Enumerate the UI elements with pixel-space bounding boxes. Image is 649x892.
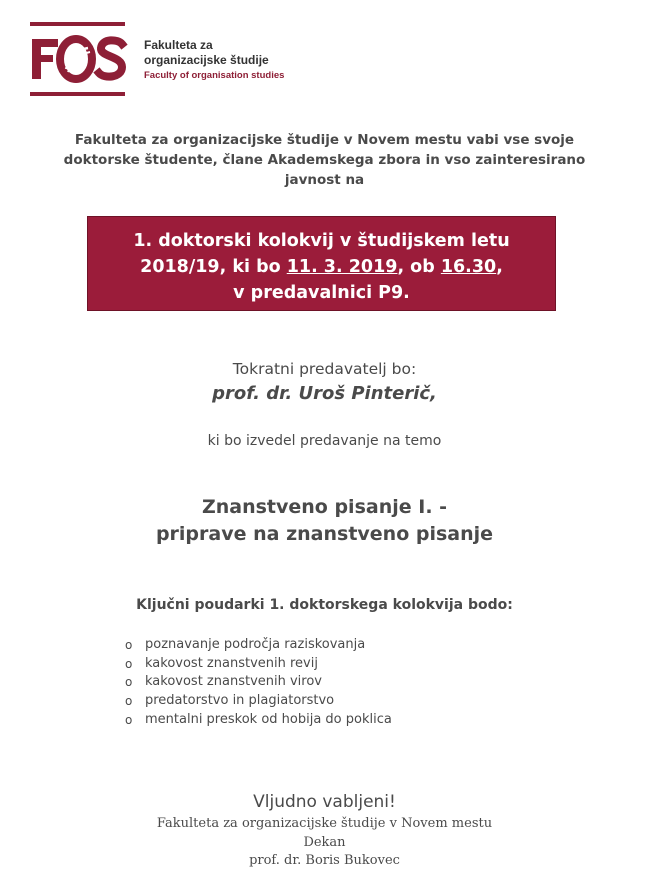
banner-line1: 1. doktorski kolokvij v študijskem letu bbox=[133, 231, 510, 251]
signature-role: Dekan bbox=[303, 834, 346, 850]
list-item bbox=[125, 711, 392, 730]
banner-text: , bbox=[496, 257, 503, 277]
event-date: 11. 3. 2019 bbox=[286, 257, 398, 277]
banner-text: , ob bbox=[397, 257, 441, 277]
list-item-text: poznavanje področja raziskovanja bbox=[145, 637, 366, 652]
bullet-icon: o bbox=[125, 712, 133, 727]
intro-line: Fakulteta za organizacijske študije v Novem mestu vabi vse svoje bbox=[74, 132, 575, 148]
list-item-text: predatorstvo in plagiatorstvo bbox=[145, 693, 335, 709]
list-item bbox=[125, 692, 392, 711]
faculty-name-english: Faculty of organisation studies bbox=[144, 70, 285, 81]
topic-intro: ki bo izvedel predavanje na temo bbox=[207, 433, 442, 449]
event-banner bbox=[87, 216, 556, 311]
banner-text: 2018/19, ki bo bbox=[140, 257, 287, 277]
lecturer-intro: Tokratni predavatelj bo: bbox=[232, 360, 417, 378]
signature-block bbox=[0, 815, 649, 871]
bullet-icon: o bbox=[125, 656, 133, 671]
fos-logo bbox=[30, 22, 128, 96]
list-item bbox=[125, 655, 392, 674]
bullet-icon: o bbox=[125, 675, 133, 690]
topic-line2: priprave na znanstveno pisanje bbox=[155, 523, 494, 545]
signature-name: prof. dr. Boris Bukovec bbox=[249, 853, 400, 868]
closing-greeting: Vljudno vabljeni! bbox=[253, 792, 396, 812]
topic-line1: Znanstveno pisanje I. - bbox=[201, 496, 448, 518]
list-item bbox=[125, 636, 392, 655]
faculty-name-line2: organizacijske študije bbox=[144, 53, 269, 67]
bullet-icon: o bbox=[125, 694, 133, 709]
intro-line: doktorske študente, člane Akademskega zbora in vso zainteresirano bbox=[63, 152, 586, 168]
key-points-list bbox=[125, 636, 392, 730]
key-points-title: Ključni poudarki 1. doktorskega kolokvija bodo: bbox=[136, 597, 513, 613]
lecture-topic bbox=[0, 494, 649, 548]
signature-org: Fakulteta za organizacijske študije v Novem mestu bbox=[156, 816, 493, 831]
list-item bbox=[125, 673, 392, 692]
intro-line: javnost na bbox=[284, 172, 365, 188]
banner-line2 bbox=[88, 254, 555, 280]
invitation-intro bbox=[50, 130, 599, 190]
list-item-text: kakovost znanstvenih virov bbox=[145, 674, 322, 690]
list-item-text: mentalni preskok od hobija do poklica bbox=[145, 711, 392, 727]
list-item-text: kakovost znanstvenih revij bbox=[145, 655, 318, 671]
banner-line3: v predavalnici P9. bbox=[233, 283, 410, 303]
faculty-name bbox=[144, 38, 284, 83]
bullet-icon: o bbox=[125, 638, 133, 652]
event-time: 16.30 bbox=[440, 257, 497, 277]
faculty-name-line1: Fakulteta za bbox=[144, 38, 213, 52]
lecturer-name: prof. dr. Uroš Pinterič, bbox=[212, 383, 437, 404]
